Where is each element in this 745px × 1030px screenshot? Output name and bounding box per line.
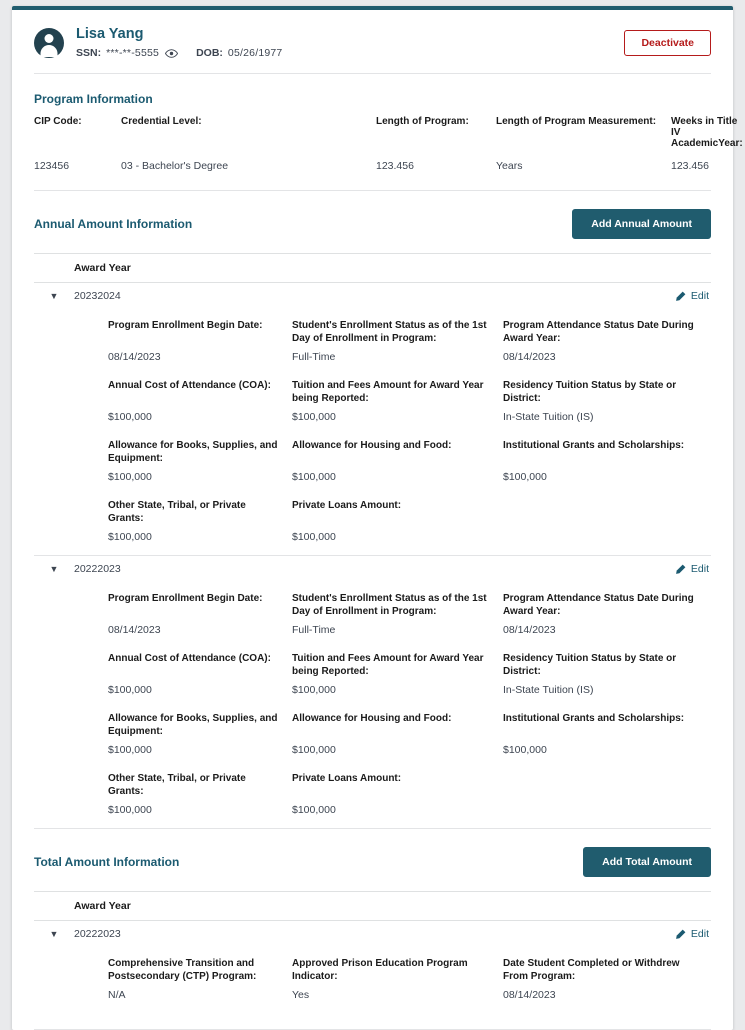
- program-information-title: Program Information: [34, 92, 153, 106]
- field-label: Comprehensive Transition and Postsecondary (CTP) Program:: [108, 958, 257, 982]
- edit-label: Edit: [690, 290, 709, 302]
- annual-amount-table: [34, 253, 711, 829]
- field-label: Allowance for Books, Supplies, and Equipment:: [108, 713, 278, 737]
- field-value: $100,000: [108, 471, 152, 483]
- field-value: 123.456: [376, 160, 414, 172]
- person-meta: [76, 26, 624, 59]
- field-label: Allowance for Books, Supplies, and Equipment:: [108, 440, 278, 464]
- total-award-year-column-header: Award Year: [34, 891, 711, 921]
- pencil-icon: [675, 929, 686, 940]
- dob-label: DOB:: [196, 47, 223, 59]
- field-label: Other State, Tribal, or Private Grants:: [108, 500, 246, 524]
- field-label: Credential Level:: [121, 116, 202, 127]
- field-label: Program Attendance Status Date During Award Year:: [503, 593, 694, 617]
- field-value: $100,000: [108, 684, 152, 696]
- field-value: Full-Time: [292, 624, 336, 636]
- award-year-value: 20222023: [74, 563, 121, 575]
- card-inner: [12, 10, 743, 1030]
- field-value: Full-Time: [292, 351, 336, 363]
- award-year-value: 20222023: [74, 928, 121, 940]
- total-row-details: [34, 947, 711, 1029]
- total-amount-header: [34, 829, 711, 887]
- deactivate-button[interactable]: Deactivate: [624, 30, 711, 56]
- field-value: $100,000: [292, 471, 336, 483]
- eye-icon[interactable]: [165, 49, 178, 58]
- field-label: Private Loans Amount:: [292, 773, 402, 784]
- annual-row-details: [34, 309, 711, 555]
- field-value: $100,000: [292, 684, 336, 696]
- field-value: $100,000: [108, 744, 152, 756]
- field-label: Other State, Tribal, or Private Grants:: [108, 773, 246, 797]
- field-label: Residency Tuition Status by State or District:: [503, 653, 677, 677]
- field-label: Allowance for Housing and Food:: [292, 713, 452, 724]
- edit-button[interactable]: [675, 928, 711, 940]
- ssn-label: SSN:: [76, 47, 102, 59]
- field-label: Program Attendance Status Date During Award Year:: [503, 320, 694, 344]
- add-annual-amount-button[interactable]: Add Annual Amount: [572, 209, 711, 239]
- field-value: $100,000: [108, 804, 152, 816]
- field-label-empty: [503, 772, 711, 800]
- field-value: $100,000: [108, 531, 152, 543]
- field-label: Weeks in Title IV AcademicYear:: [671, 116, 743, 149]
- field-value: $100,000: [292, 411, 336, 423]
- field-value: N/A: [108, 989, 126, 1001]
- pencil-icon: [675, 564, 686, 575]
- field-value: $100,000: [292, 804, 336, 816]
- field-value: 08/14/2023: [108, 351, 161, 363]
- field-label: Annual Cost of Attendance (COA):: [108, 380, 271, 391]
- annual-row-header[interactable]: [34, 283, 711, 309]
- ssn-value: ***-**-5555: [106, 47, 160, 59]
- add-total-amount-button[interactable]: Add Total Amount: [583, 847, 711, 877]
- field-value: $100,000: [292, 744, 336, 756]
- total-amount-title: Total Amount Information: [34, 855, 180, 869]
- dob-value: 05/26/1977: [227, 47, 283, 59]
- chevron-down-icon[interactable]: ▼: [49, 564, 59, 574]
- edit-label: Edit: [690, 928, 709, 940]
- field-value: 123456: [34, 160, 70, 172]
- field-label: Student's Enrollment Status as of the 1st Day of Enrollment in Program:: [292, 320, 487, 344]
- student-detail-card: [12, 6, 743, 1030]
- field-label: Allowance for Housing and Food:: [292, 440, 452, 451]
- table-row: [34, 556, 711, 829]
- chevron-down-icon[interactable]: ▼: [49, 291, 59, 301]
- field-label: Program Enrollment Begin Date:: [108, 593, 263, 604]
- field-value: In-State Tuition (IS): [503, 411, 594, 423]
- field-label: Date Student Completed or Withdrew From Program:: [503, 958, 680, 982]
- table-row: [34, 283, 711, 556]
- field-label-empty: [503, 499, 711, 527]
- field-label: Annual Cost of Attendance (COA):: [108, 653, 271, 664]
- field-label: Private Loans Amount:: [292, 500, 402, 511]
- field-value-empty: [503, 800, 711, 816]
- edit-button[interactable]: [675, 563, 711, 575]
- field-value: In-State Tuition (IS): [503, 684, 594, 696]
- field-value: Yes: [292, 989, 310, 1001]
- field-value: Years: [496, 160, 523, 172]
- person-header: [34, 10, 711, 74]
- annual-row-header[interactable]: [34, 556, 711, 582]
- annual-amount-title: Annual Amount Information: [34, 217, 193, 231]
- total-amount-table: [34, 891, 711, 1030]
- table-row: [34, 921, 711, 1030]
- field-label: Program Enrollment Begin Date:: [108, 320, 263, 331]
- edit-label: Edit: [690, 563, 709, 575]
- field-label: CIP Code:: [34, 116, 82, 127]
- field-label: Student's Enrollment Status as of the 1st Day of Enrollment in Program:: [292, 593, 487, 617]
- award-year-value: 20232024: [74, 290, 121, 302]
- field-value: 08/14/2023: [503, 989, 556, 1001]
- edit-button[interactable]: [675, 290, 711, 302]
- annual-award-year-column-header: Award Year: [34, 253, 711, 283]
- field-value: 08/14/2023: [108, 624, 161, 636]
- field-label: Institutional Grants and Scholarships:: [503, 713, 685, 724]
- annual-row-details: [34, 582, 711, 828]
- total-row-header[interactable]: [34, 921, 711, 947]
- field-label: Approved Prison Education Program Indicator:: [292, 958, 468, 982]
- field-label: Institutional Grants and Scholarships:: [503, 440, 685, 451]
- field-label: Tuition and Fees Amount for Award Year being Reported:: [292, 380, 484, 404]
- field-label: Length of Program:: [376, 116, 469, 127]
- page-title: Lisa Yang: [76, 26, 144, 42]
- field-value: $100,000: [503, 471, 547, 483]
- chevron-down-icon[interactable]: ▼: [49, 929, 59, 939]
- field-label: Tuition and Fees Amount for Award Year being Reported:: [292, 653, 484, 677]
- field-value: $100,000: [108, 411, 152, 423]
- pencil-icon: [675, 291, 686, 302]
- field-value: 08/14/2023: [503, 351, 556, 363]
- field-value: 03 - Bachelor's Degree: [121, 160, 229, 172]
- field-value-empty: [503, 527, 711, 543]
- program-information-grid: [34, 116, 743, 178]
- person-identifiers: [76, 47, 624, 59]
- avatar: [34, 28, 64, 58]
- field-label: Length of Program Measurement:: [496, 116, 657, 127]
- field-value: $100,000: [292, 531, 336, 543]
- field-value: 08/14/2023: [503, 624, 556, 636]
- field-value: 123.456: [671, 160, 709, 172]
- field-label: Residency Tuition Status by State or District:: [503, 380, 677, 404]
- field-value: $100,000: [503, 744, 547, 756]
- annual-amount-header: [34, 191, 711, 249]
